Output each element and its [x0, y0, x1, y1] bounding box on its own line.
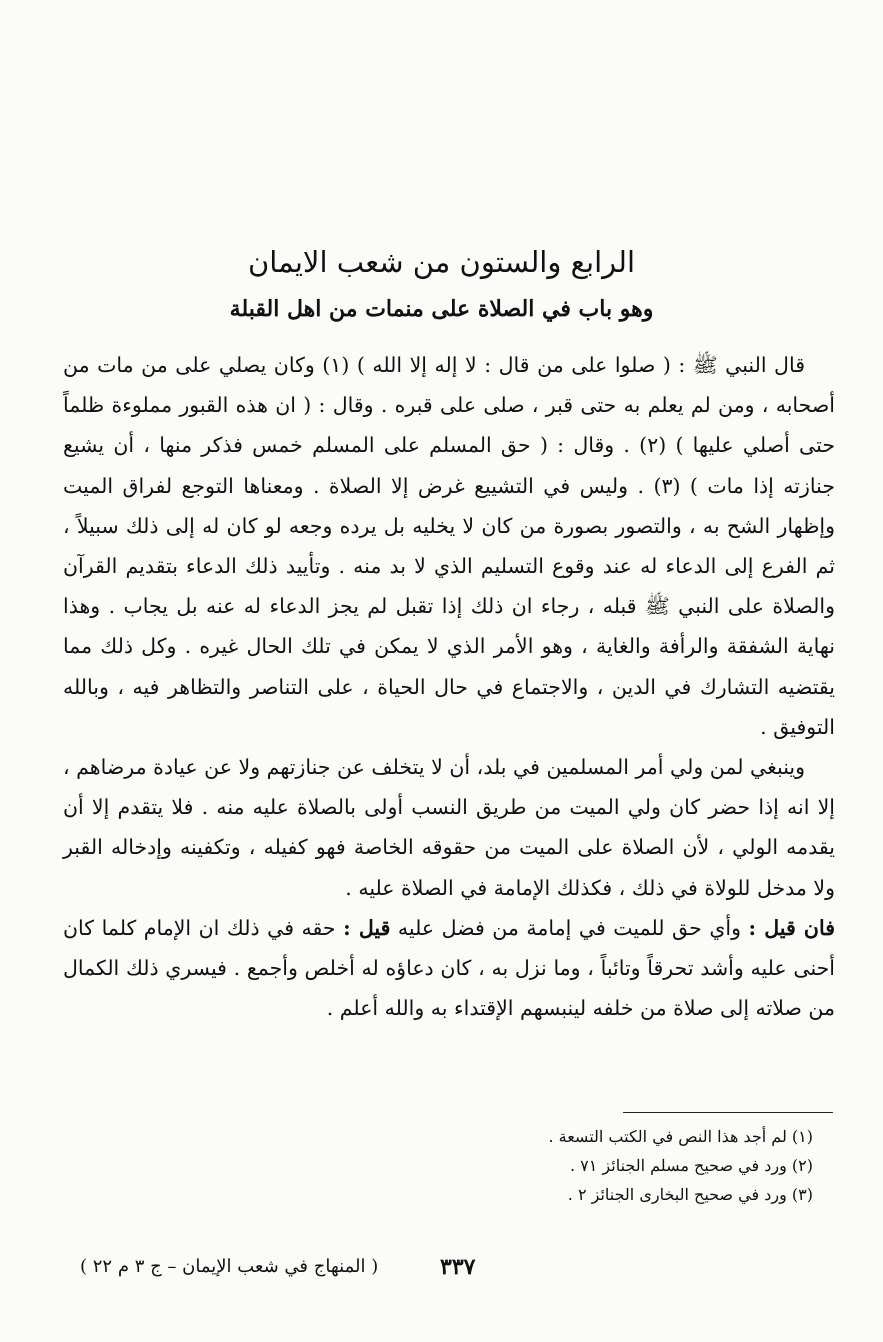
page-footer [80, 1254, 800, 1288]
question-label: فان قيل : [748, 915, 836, 940]
footnote: (٣) ورد في صحيح البخارى الجنائز ٢ . [567, 1185, 813, 1204]
footnote: (٢) ورد في صحيح مسلم الجنائز ٧١ . [569, 1156, 813, 1175]
footnote-separator [623, 1112, 833, 1113]
footnote: (١) لم أجد هذا النص في الكتب التسعة . [548, 1127, 813, 1146]
paragraph: وينبغي لمن ولي أمر المسلمين في بلد، أن لا يتخلف عن جنازتهم ولا عن عيادة مرضاهم ، إلا انه إذا حضر كان ولي الميت من طريق النسب أولى بالصلاة عليه منه . فلا يتقدم إلا أن يقدمه الولي ، لأن الصلاة على الميت من حقوقه الخاصة فهو كفيله ، وتكفينه وإدخاله القبر ولا مدخل للولاة في ذلك ، فكذلك الإمامة في الصلاة عليه . [63, 755, 835, 900]
running-footer: ( المنهاج في شعب الإيمان – ج ٣ م ٢٢ ) [80, 1256, 379, 1277]
answer-text: حقه في ذلك ان الإمام كلما كان أحنى عليه وأشد تحرقاً وتائباً ، وما نزل به ، كان دعاؤه له أخلص وأجمع . فيسري ذلك الكمال من صلاته إلى صلاة من خلفه لينبسهم الإقتداء به والله أعلم . [63, 915, 835, 1021]
answer-label: قيل : [343, 915, 391, 940]
question-text: وأي حق للميت في إمامة من فضل عليه [390, 915, 749, 940]
paragraph: قال النبي ﷺ : ( صلوا على من قال : لا إله إلا الله ) (١) وكان يصلي على من مات من أصحابه ، ومن لم يعلم به حتى قبر ، صلى على قبره . وقال : ( ان هذه القبور مملوءة ظلماً حتى أصلي عليها ) (٢) . وقال : ( حق المسلم على المسلم خمس فذكر منها ، أن يشيع جنازته إذا مات ) (٣) . وليس في التشييع غرض إلا الصلاة . ومعناها التوجع لفراق الميت وإظهار الشح به ، والتصور بصورة من كان لا يخليه بل يرده وجعه لو كان له إلى ذلك سبيلاً ، ثم الفرع إلى الدعاء له عند وقوع التسليم الذي لا بد منه . وتأييد ذلك الدعاء بتقديم القرآن والصلاة على النبي ﷺ قبله ، رجاء ان ذلك إذا تقبل لم يجز الدعاء له عنه بل يجاب . وهذا نهاية الشفقة والرأفة والغاية ، وهو الأمر الذي لا يمكن في تلك الحال غيره . وكل ذلك مما يقتضيه التشارك في الدين ، والاجتماع في حال الحياة ، على التناصر والتظاهر فيه ، وبالله التوفيق . [63, 353, 835, 739]
chapter-title: الرابع والستون من شعب الايمان [247, 245, 636, 279]
footnotes [313, 1122, 813, 1209]
main-text [63, 345, 835, 1028]
page-number: ٣٣٧ [440, 1254, 476, 1280]
question-answer-paragraph [63, 908, 835, 1029]
chapter-subtitle: وهو باب في الصلاة على منمات من اهل القبلة [229, 296, 654, 322]
